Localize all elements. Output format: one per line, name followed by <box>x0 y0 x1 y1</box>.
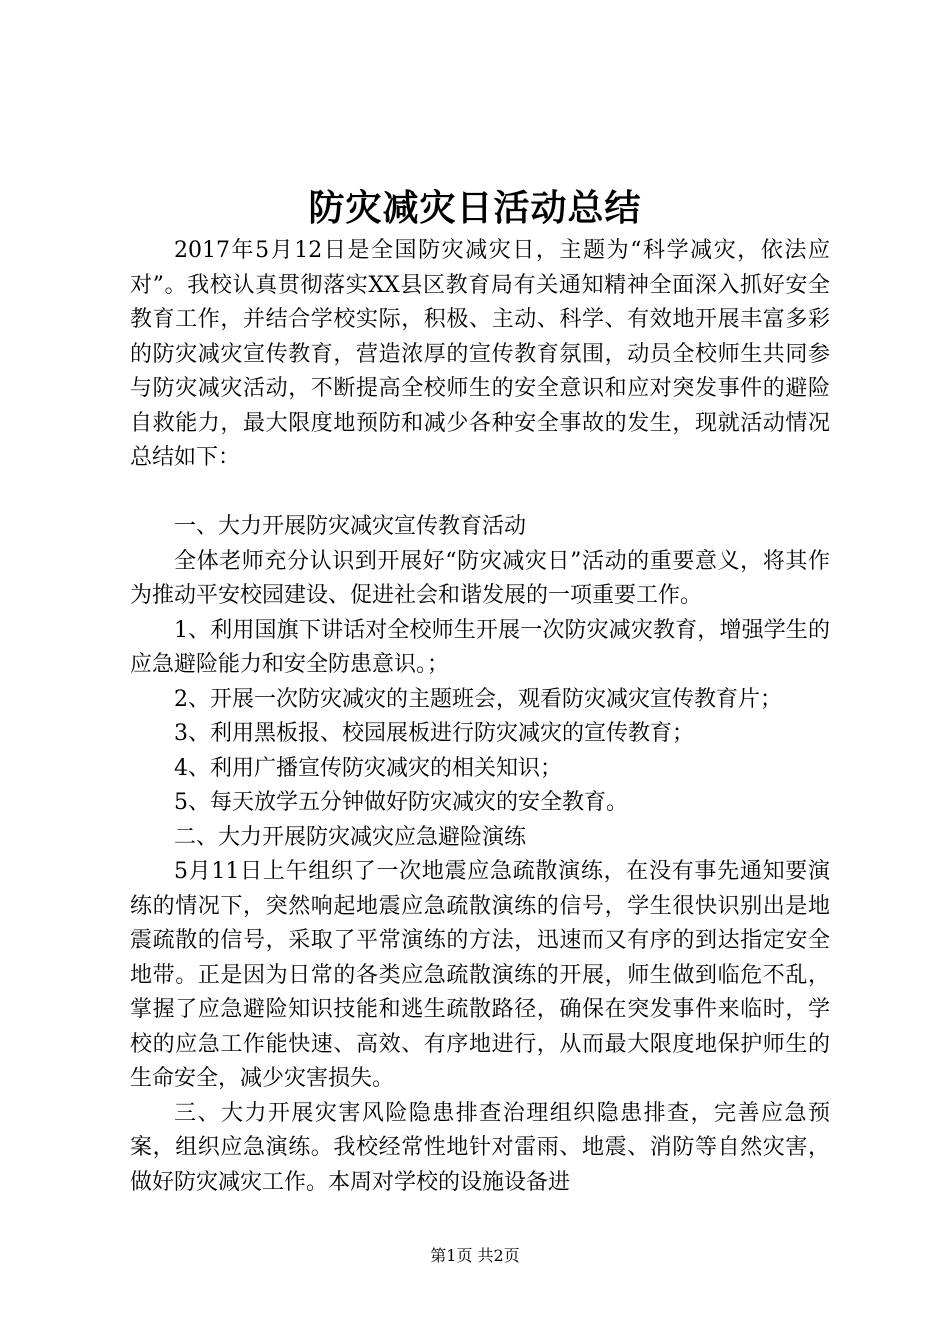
list-item: 3、利用黑板报、校园展板进行防灾减灾的宣传教育； <box>174 721 694 746</box>
page-footer: 第1页 共2页 <box>430 1246 520 1265</box>
intro-paragraph: 2017年5月12日是全国防灾减灾日，主题为“科学减灾，依法应对”。我校认真贯彻落实XX县区教育局有关通知精神全面深入抓好安全教育工作，并结合学校实际，积极、主动、科学、有效地开展丰富多彩的防灾减灾宣传教育，营造浓厚的宣传教育氛围，动员全校师生共同参与防灾减灾活动，不断提高全校师生的安全意识和应对突发事件的避险自救能力，最大限度地预防和减少各种安全事故的发生，现就活动情况总结如下： <box>130 238 830 470</box>
section-heading-2: 二、大力开展防灾减灾应急避险演练 <box>174 824 527 850</box>
body-paragraph: 5月11日上午组织了一次地震应急疏散演练，在没有事先通知要演练的情况下，突然响起地震应急疏散演练的信号，学生很快识别出是地震疏散的信号，采取了平常演练的方法，迅速而又有序的到达指定安全地带。正是因为日常的各类应急疏散演练的开展，师生做到临危不乱，掌握了应急避险知识技能和逃生疏散路径，确保在突发事件来临时，学校的应急工作能快速、高效、有序地进行，从而最大限度地保护师生的生命安全，减少灾害损失。 <box>130 859 830 1091</box>
list-item: 5、每天放学五分钟做好防灾减灾的安全教育。 <box>174 790 628 815</box>
list-item: 1、利用国旗下讲话对全校师生开展一次防灾减灾教育，增强学生的应急避险能力和安全防患意识。； <box>130 617 830 677</box>
section-heading-3-paragraph: 三、大力开展灾害风险隐患排查治理组织隐患排查，完善应急预案，组织应急演练。我校经常性地针对雷雨、地震、消防等自然灾害，做好防灾减灾工作。本周对学校的设施设备进 <box>130 1100 830 1195</box>
list-item: 2、开展一次防灾减灾的主题班会，观看防灾减灾宣传教育片； <box>174 686 782 712</box>
section-heading-1: 一、大力开展防灾减灾宣传教育活动 <box>174 514 527 539</box>
document-title: 防灾减灾日活动总结 <box>308 187 642 229</box>
list-item: 4、利用广播宣传防灾减灾的相关知识； <box>174 755 562 781</box>
body-paragraph: 全体老师充分认识到开展好“防灾减灾日”活动的重要意义，将其作为推动平安校园建设、促进社会和谐发展的一项重要工作。 <box>130 548 830 608</box>
document-body <box>130 234 830 1200</box>
